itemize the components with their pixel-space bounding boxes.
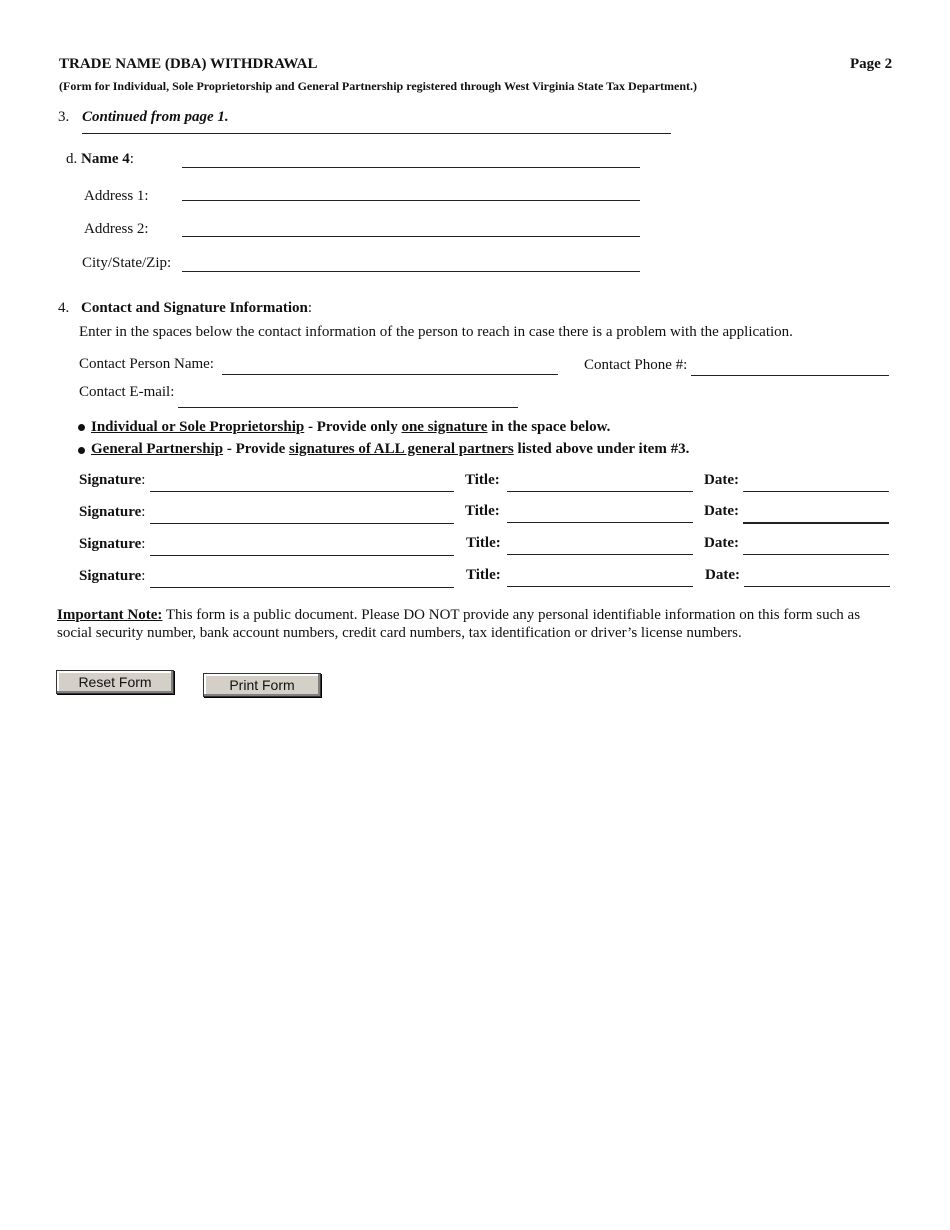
signature-label-colon: : [141,536,146,552]
date-input-3[interactable] [743,536,889,555]
date-label: Date: [704,503,739,519]
name4-title: Name 4 [81,151,130,167]
title-label: Title: [465,503,500,519]
section3-number: 3. [58,109,70,125]
bullet-dot-1 [78,424,85,431]
signature-input-3[interactable] [150,537,454,556]
title-label: Title: [465,472,500,488]
important-note-text: This form is a public document. Please DO NOT provide any personal identifiable information on this form such as social security number, bank account numbers, credit card numbers, tax identification or driver’s license numbers. [57,607,861,641]
title-input-3[interactable] [507,536,693,555]
bullet1-part4: in the space below. [487,419,611,435]
section4-instruction: Enter in the spaces below the contact information of the person to reach in case there is a problem with the application. [79,324,793,340]
contact-phone-input[interactable] [691,357,889,376]
bullet-dot-2 [78,447,85,454]
signature-input-2[interactable] [150,505,454,524]
name4-input[interactable] [182,149,640,168]
section3-heading: Continued from page 1. [82,109,229,125]
title-input-4[interactable] [507,568,693,587]
bullet2-part3: signatures of ALL general partners [289,441,514,457]
important-note [57,606,893,642]
bullet1-part2: - Provide only [304,419,402,435]
signature-input-4[interactable] [150,569,454,588]
signature-label [79,568,145,585]
name4-label [66,151,134,168]
section4-heading-text: Contact and Signature Information [81,300,308,316]
title-label: Title: [466,535,501,551]
important-note-label: Important Note: [57,607,163,623]
title-input-1[interactable] [507,473,693,492]
signature-label-colon: : [141,504,146,520]
title-input-2[interactable] [507,504,693,523]
signature-label [79,504,145,521]
address1-label: Address 1: [84,188,149,204]
address1-input[interactable] [182,182,640,201]
bullet1-part3: one signature [401,419,488,435]
bullet2-part1: General Partnership [91,441,224,457]
form-title: TRADE NAME (DBA) WITHDRAWAL [59,56,318,72]
date-label: Date: [704,472,739,488]
signature-label [79,536,145,553]
contact-name-input[interactable] [222,356,558,375]
date-input-4[interactable] [744,568,890,587]
page-number: Page 2 [850,56,893,72]
bullet2-part2: - Provide [223,441,290,457]
form-subtitle: (Form for Individual, Sole Proprietorship and General Partnership registered through West Virginia State Tax Department.) [59,79,697,93]
bullet-partnership [91,441,689,458]
date-input-2[interactable] [743,504,889,524]
signature-label-text: Signature [79,568,142,584]
date-label: Date: [704,535,739,551]
contact-email-label: Contact E-mail: [79,384,175,400]
signature-input-1[interactable] [150,473,454,492]
bullet2-part4: listed above under item #3. [513,441,690,457]
bullet1-part1: Individual or Sole Proprietorship [91,419,305,435]
contact-email-input[interactable] [178,389,518,408]
city-state-zip-input[interactable] [182,253,640,272]
date-input-1[interactable] [743,473,889,492]
signature-label-colon: : [141,472,146,488]
print-form-button[interactable]: Print Form [203,673,321,697]
city-state-zip-label: City/State/Zip: [82,255,172,271]
section4-heading-colon: : [307,300,312,316]
reset-form-button[interactable]: Reset Form [56,670,174,694]
date-label: Date: [705,567,740,583]
section3-divider [82,133,671,134]
section4-number: 4. [58,300,70,316]
signature-label-colon: : [141,568,146,584]
signature-label-text: Signature [79,536,142,552]
section4-heading [81,300,312,317]
signature-label-text: Signature [79,472,142,488]
contact-phone-label: Contact Phone #: [584,357,688,373]
address2-label: Address 2: [84,221,149,237]
contact-name-label: Contact Person Name: [79,356,214,372]
bullet-individual [91,419,610,436]
title-label: Title: [466,567,501,583]
address2-input[interactable] [182,218,640,237]
signature-label [79,472,145,489]
signature-label-text: Signature [79,504,142,520]
name4-letter: d. [66,151,78,167]
name4-colon: : [129,151,134,167]
